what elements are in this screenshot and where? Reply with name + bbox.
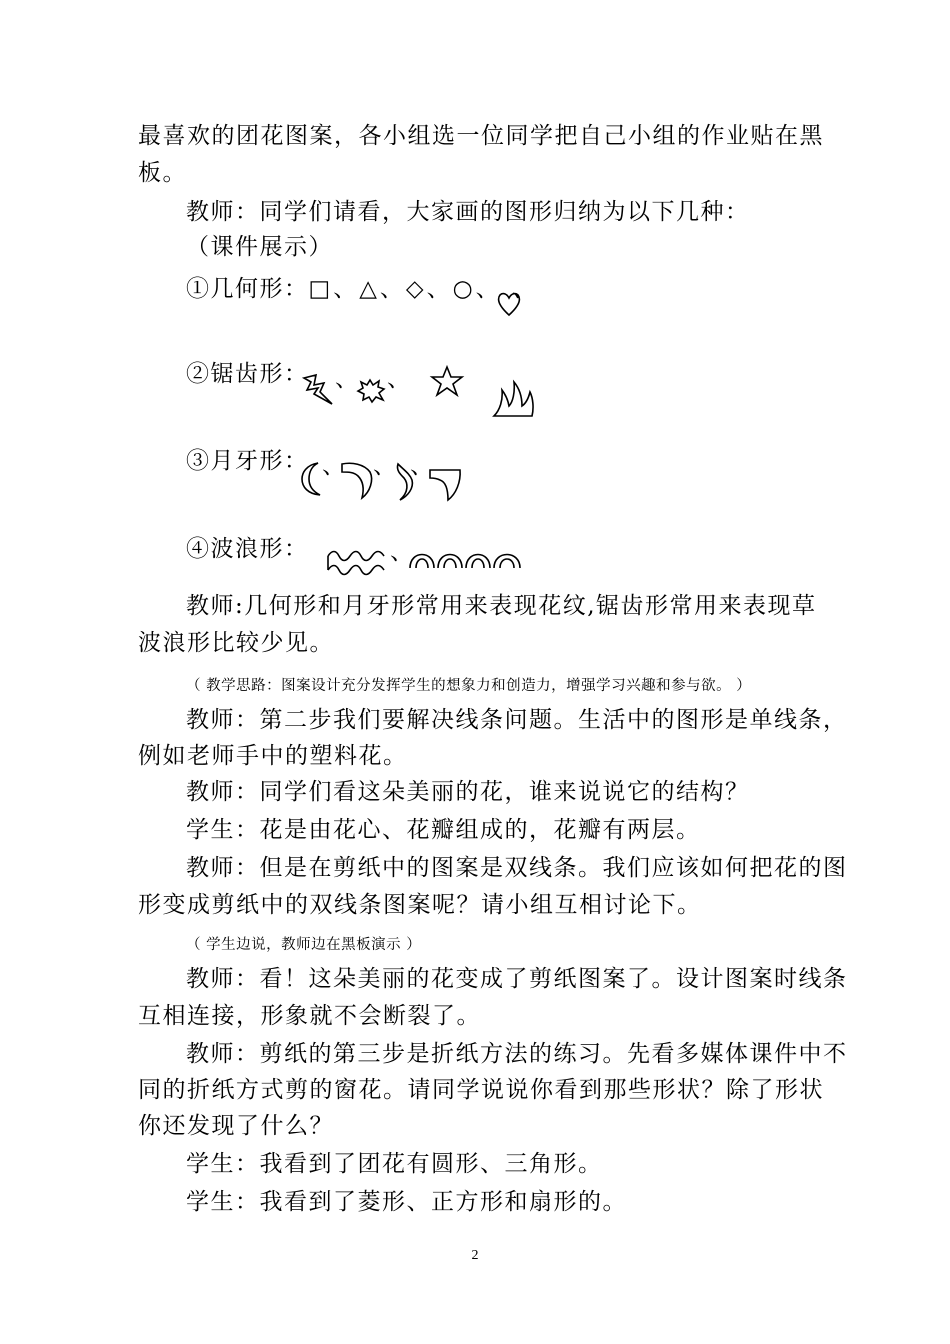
paragraph-line: 教师:几何形和月牙形常用来表现花纹,锯齿形常用来表现草 (186, 593, 817, 619)
grass-shape-icon (492, 380, 536, 418)
geometric-shapes-row (186, 270, 502, 303)
paragraph-line: 波浪形比较少见。 (138, 630, 334, 656)
paragraph-line: 例如老师手中的塑料花。 (138, 743, 408, 769)
wave-separator: 、 (390, 539, 415, 565)
paragraph-line: 学生：花是由花心、花瓣组成的，花瓣有两层。 (186, 817, 701, 843)
paragraph-line: 教师：第二步我们要解决线条问题。生活中的图形是单线条， (186, 707, 848, 733)
sawtooth-label: ②锯齿形： (186, 361, 309, 387)
crescent-separator: 、 (373, 453, 398, 479)
wave-line-icon (326, 548, 388, 582)
paragraph-line: 教师：同学们看这朵美丽的花，谁来说说它的结构？ (186, 779, 750, 805)
star-shape-icon (430, 366, 464, 396)
geometric-symbols: □、△、◇、○、 (308, 276, 502, 302)
paragraph-line: 板。 (138, 160, 187, 186)
paragraph-line: 你还发现了什么？ (138, 1113, 334, 1139)
paragraph-line: 教师：看！这朵美丽的花变成了剪纸图案了。设计图案时线条 (186, 966, 848, 992)
crescent-label: ③月牙形： (186, 448, 309, 474)
student-note: （ 学生边说，教师边在黑板演示 ） (186, 937, 422, 953)
lightning-shape-icon (302, 374, 336, 406)
sawtooth-separator: 、 (335, 366, 360, 392)
paragraph-line: 教师：剪纸的第三步是折纸方法的练习。先看多媒体课件中不 (186, 1041, 848, 1067)
heart-separator: 、 (512, 276, 537, 302)
crescent-hook-icon (340, 460, 374, 500)
teaching-note: （ 教学思路：图案设计充分发挥学生的想象力和创造力，增强学习兴趣和参与欲。 ） (186, 678, 752, 694)
paragraph-line: 教师：但是在剪纸中的图案是双线条。我们应该如何把花的图 (186, 855, 848, 881)
crescent-separator: 、 (410, 453, 435, 479)
wave-label: ④波浪形： (186, 536, 309, 562)
paragraph-line: 形变成剪纸中的双线条图案呢？请小组互相讨论下。 (138, 892, 702, 918)
geometric-label: ①几何形： (186, 276, 309, 302)
crescent-angle-icon (428, 468, 462, 502)
page-number: 2 (471, 1248, 479, 1263)
sawtooth-separator: 、 (387, 366, 412, 392)
burst-shape-icon (356, 379, 386, 403)
arches-shape-icon (408, 544, 524, 570)
paragraph-line: 教师：同学们请看，大家画的图形归纳为以下几种： (186, 199, 750, 225)
crescent-separator: 、 (322, 453, 347, 479)
paragraph-line: （课件展示） (186, 234, 333, 260)
paragraph-line: 学生：我看到了团花有圆形、三角形。 (186, 1151, 603, 1177)
paragraph-line: 互相连接，形象就不会断裂了。 (138, 1003, 481, 1029)
paragraph-line: 同的折纸方式剪的窗花。请同学说说你看到那些形状？除了形状 (138, 1077, 824, 1103)
paragraph-line: 最喜欢的团花图案，各小组选一位同学把自己小组的作业贴在黑 (138, 123, 824, 149)
paragraph-line: 学生：我看到了菱形、正方形和扇形的。 (186, 1189, 627, 1215)
